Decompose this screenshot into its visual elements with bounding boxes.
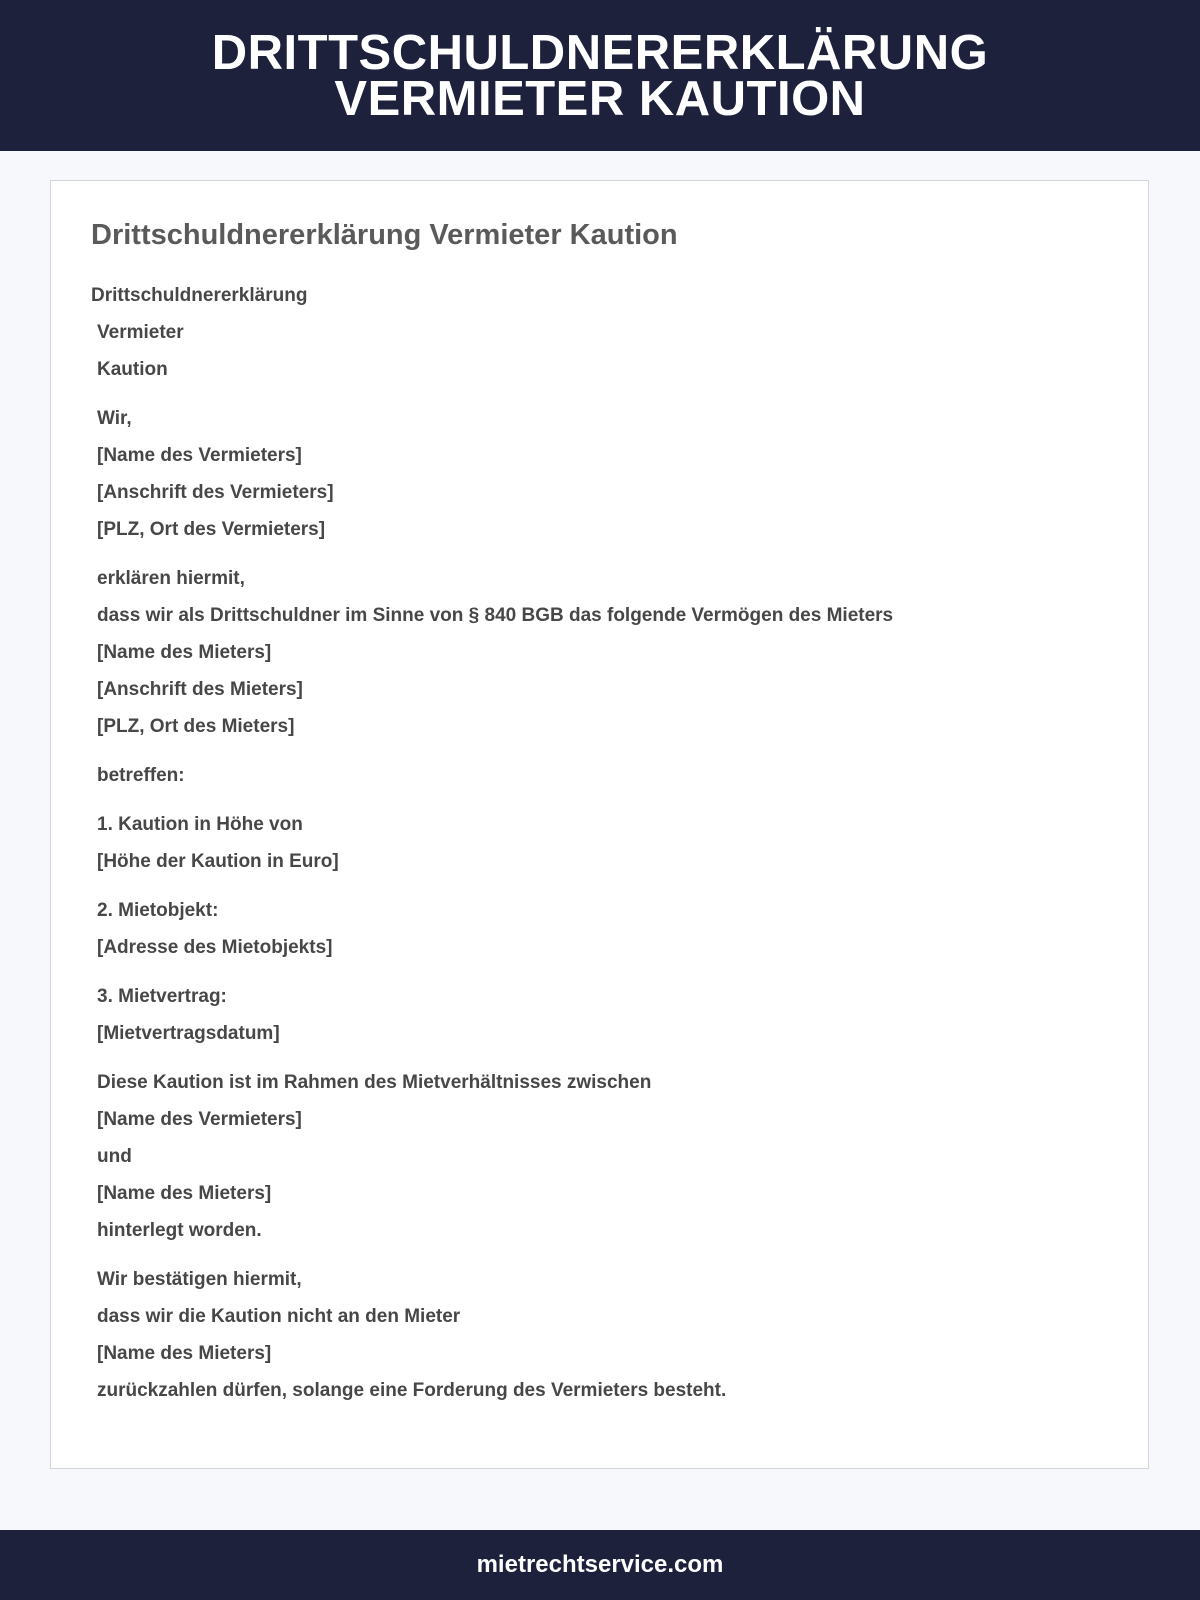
document-body xyxy=(91,277,1091,1409)
page-footer xyxy=(0,1530,1200,1600)
page-title xyxy=(211,25,989,126)
page-header xyxy=(0,0,1200,151)
document-line: [Name des Vermieters] xyxy=(97,1109,302,1130)
document-line: [Name des Mieters] xyxy=(97,642,272,663)
footer-site-name: mietrechtservice.com xyxy=(476,1551,724,1578)
document-card xyxy=(50,180,1149,1469)
document-line: 2. Mietobjekt: xyxy=(97,900,219,921)
document-line: [PLZ, Ort des Vermieters] xyxy=(97,519,326,540)
document-line: [Anschrift des Mieters] xyxy=(97,679,303,700)
document-line: erklären hiermit, xyxy=(97,568,245,589)
document-line: 1. Kaution in Höhe von xyxy=(97,814,303,835)
document-line: [Anschrift des Vermieters] xyxy=(97,482,334,503)
document-line: [Adresse des Mietobjekts] xyxy=(97,937,333,958)
document-line: [Mietvertragsdatum] xyxy=(97,1023,280,1044)
document-line: zurückzahlen dürfen, solange eine Forderung des Vermieters besteht. xyxy=(97,1380,727,1401)
document-line: Wir, xyxy=(97,408,132,429)
document-line: hinterlegt worden. xyxy=(97,1220,262,1241)
document-line: dass wir die Kaution nicht an den Mieter xyxy=(97,1306,461,1327)
document-line: [Name des Vermieters] xyxy=(97,445,302,466)
page-title-line-1: DRITTSCHULDNERERKLÄRUNG xyxy=(211,25,989,80)
document-line: [Name des Mieters] xyxy=(97,1343,272,1364)
document-line: [PLZ, Ort des Mieters] xyxy=(97,716,295,737)
document-line: Vermieter xyxy=(97,322,184,343)
document-line: betreffen: xyxy=(97,765,185,786)
document-line: 3. Mietvertrag: xyxy=(97,986,227,1007)
document-line: [Höhe der Kaution in Euro] xyxy=(97,851,339,872)
document-line: Wir bestätigen hiermit, xyxy=(97,1269,302,1290)
document-line: Kaution xyxy=(97,359,168,380)
document-line: Diese Kaution ist im Rahmen des Mietverhältnisses zwischen xyxy=(97,1072,652,1093)
page-title-line-2: VERMIETER KAUTION xyxy=(334,71,866,126)
document-line: [Name des Mieters] xyxy=(97,1183,272,1204)
document-line: Drittschuldnererklärung xyxy=(91,285,308,306)
document-title: Drittschuldnererklärung Vermieter Kaution xyxy=(91,219,678,251)
document-line: dass wir als Drittschuldner im Sinne von § 840 BGB das folgende Vermögen des Mieters xyxy=(97,605,894,626)
document-line: und xyxy=(97,1146,132,1167)
